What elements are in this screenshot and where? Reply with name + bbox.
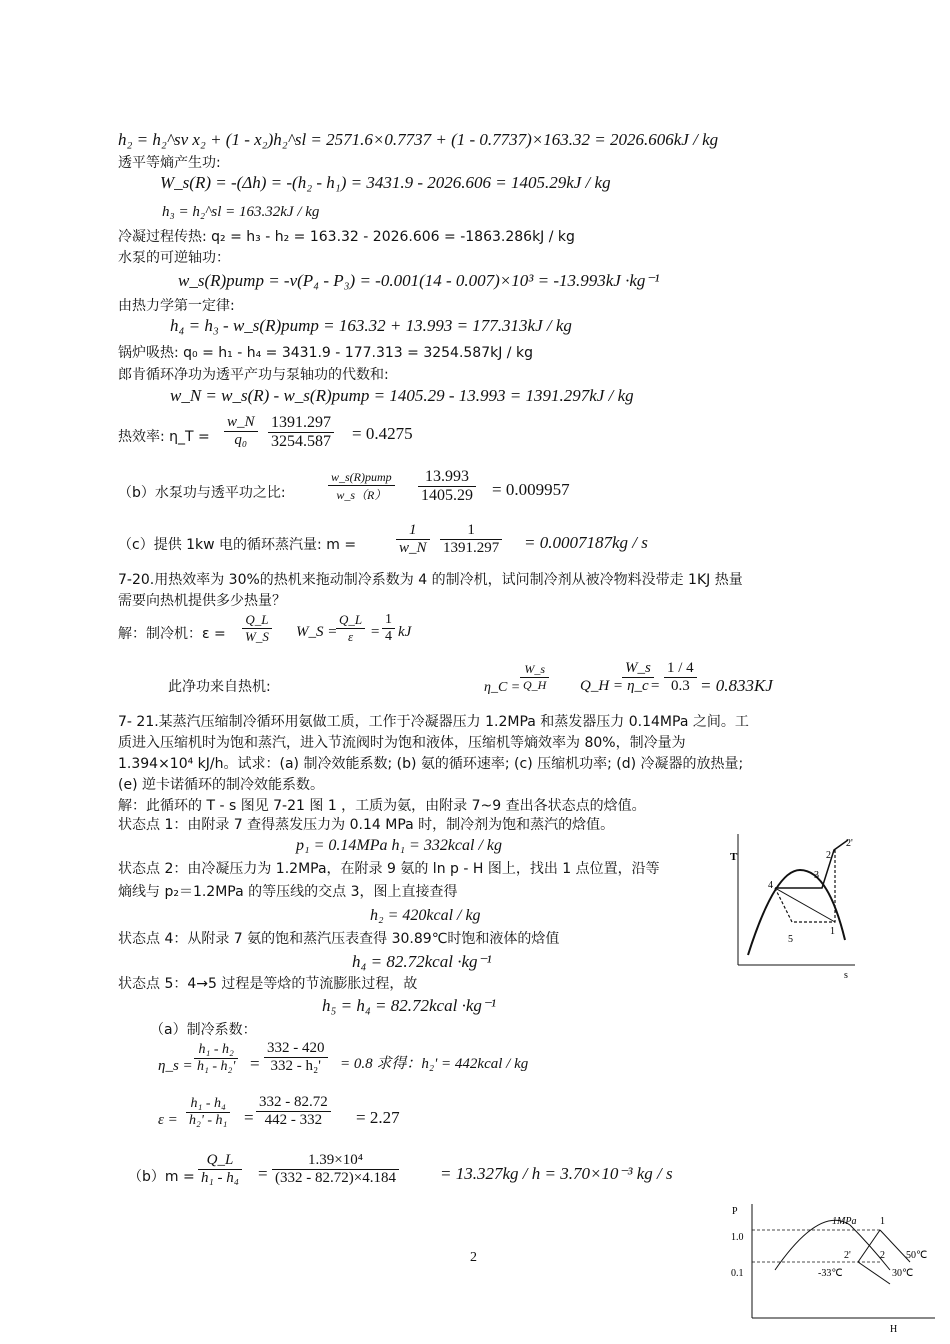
result: = 13.327kg / h = 3.70×10⁻³ kg / s [440,1164,673,1183]
equation-h5: h₅ = h₄ = 82.72kcal ·kg⁻¹ [322,996,496,1015]
equation-h4: h₄ = 82.72kcal ·kg⁻¹ [352,952,492,971]
text-line: 状态点 5：4→5 过程是等焓的节流膨胀过程，故 [118,976,418,992]
fraction: $\frac{1}{1391.297}$ [440,522,502,557]
label: kJ [398,624,412,640]
ts-point-1: 1 [830,926,835,937]
fraction: w_s(R)pump w_s（R） [328,470,395,503]
ph-temp-label: -33℃ [818,1268,843,1279]
fraction: $\frac{332 - 82.72}{442 - 332}$ [256,1094,331,1129]
ph-temp-label: 30℃ [892,1268,914,1279]
label: （b）m = [128,1169,195,1185]
fraction: $\frac{332 - 420}{\text{332 - h₂'}}$ [264,1040,328,1075]
text-line: （b）水泵功与透平功之比: [118,485,286,501]
result: = 2.27 [356,1108,400,1127]
problem-statement: 质进入压缩机时为饱和蒸汽，进入节流阀时为饱和液体，压缩机等熵效率为 80%，制冷量为 [118,735,686,751]
text-line: 透平等熵产生功: [118,155,221,171]
ts-y-label: T [730,851,738,863]
ts-point-5: 5 [788,934,793,945]
fraction: $\frac{Q\_L}{W\_S}$ [242,612,272,645]
ts-point-2: 2 [826,850,831,861]
text-line: 由热力学第一定律: [118,298,235,314]
fraction: $\frac{\text{h₁ - h₂}}{\text{h₁ - h₂'}}$ [194,1042,238,1075]
text-line: 锅炉吸热: q₀ = h₁ - h₄ = 3431.9 - 177.313 = 3254.587kJ / kg [118,345,533,361]
label: W_S = [296,624,338,640]
ts-point-2p: 2' [846,838,853,849]
fraction: $\frac{w\_N}{\text{q₀}}$ [224,414,258,449]
ts-point-3: 3 [814,870,819,881]
text-line: 熵线与 p₂＝1.2MPa 的等压线的交点 3，图上直接查得 [118,884,458,900]
ts-saturation-dome [748,870,845,955]
ph-point-1: 1 [880,1216,885,1227]
fraction: $\frac{1 / 4}{0.3}$ [664,660,697,695]
text-line: （c）提供 1kw 电的循环蒸汽量: m = [118,537,357,553]
result: = 0.8 求得：h₂' = 442kcal / kg [340,1056,529,1072]
equation-wn: w_N = w_s(R) - w_s(R)pump = 1405.29 - 13.993 = 1391.297kJ / kg [170,386,634,405]
ts-point-4: 4 [768,880,773,891]
result: = 0.009957 [492,480,570,499]
ph-y-label: P [732,1206,738,1217]
ph-isotherm [858,1262,890,1284]
text-line: 郎肯循环净功为透平产功与泵轴功的代数和: [118,367,389,383]
text-line: 状态点 2：由冷凝压力为 1.2MPa，在附录 9 氨的 ln p - H 图上，找出 1 点位置，沿等 [118,861,660,877]
text-line: （a）制冷系数： [150,1022,257,1038]
ts-diagram [730,830,860,980]
text-line: 解：制冷机：ε = [118,626,226,642]
label: = [650,678,661,694]
ph-compression-line [858,1230,880,1262]
equation-ws: W_s(R) = -(Δh) = -(h₂ - h₁) = 3431.9 - 2026.606 = 1405.29kJ / kg [160,173,611,192]
fraction: $\frac{W\_s}{Q\_H}$ [520,662,549,693]
label: ε = [158,1112,178,1128]
ph-tick: 0.1 [731,1268,744,1279]
text-line: 此净功来自热机: [168,679,271,695]
equation-p1: p₁ = 0.14MPa h₁ = 332kcal / kg [296,837,503,854]
equation-pump: w_s(R)pump = -v(P₄ - P₃) = -0.001(14 - 0.007)×10³ = -13.993kJ ·kg⁻¹ [178,271,660,290]
fraction: $\frac{1391.297}{3254.587}$ [268,414,334,451]
equation-h4: h₄ = h₃ - w_s(R)pump = 163.32 + 13.993 = 177.313kJ / kg [170,316,572,335]
fraction: $\frac{\text{h₁ - h₄}}{\text{h₂' - h₁}}$ [186,1096,230,1129]
ts-cycle-path [775,840,848,888]
text-line: 解：此循环的 T - s 图见 7-21 图 1 ，工质为氨，由附录 7~9 查出各状态点的焓值。 [118,798,646,814]
ph-x-label: H [890,1324,898,1335]
page-number: 2 [470,1250,477,1265]
text-line: 状态点 1：由附录 7 查得蒸发压力为 0.14 MPa 时，制冷剂为饱和蒸汽的焓值。 [118,817,615,833]
fraction: $\frac{W\_s}{\eta\_c}$ [622,660,654,695]
equation-h2: h₂ = h₂^sv x₂ + (1 - x₂)h₂^sl = 2571.6×0.7737 + (1 - 0.7737)×163.32 = 2026.606kJ / kg [118,130,719,149]
problem-statement: 7- 21.某蒸汽压缩制冷循环用氨做工质，工作于冷凝器压力 1.2MPa 和蒸发器压力 0.14MPa 之间。工 [118,714,749,730]
label: η_C = [484,680,521,695]
label: = [244,1108,254,1127]
equation-h3: h₃ = h₂^sl = 163.32kJ / kg [162,204,320,220]
fraction: $\frac{13.993}{1405.29}$ [418,468,476,505]
result: = 0.833KJ [700,676,773,695]
fraction: $\frac{Q\_L}{\varepsilon}$ [336,612,365,645]
problem-statement: 1.394×10⁴ kJ/h。试求：(a) 制冷效能系数; (b) 氨的循环速率; (c) 压缩机功率; (d) 冷凝器的放热量; [118,756,744,772]
fraction: $\frac{1}{w\_N}$ [396,522,430,557]
fraction: $\frac{\text{1.39×10⁴}}{(332 - 82.72)\times 4.184}$ [272,1152,399,1187]
fraction: $\frac{Q\_L}{\text{h₁ - h₄}}$ [198,1152,242,1187]
label: = [258,1164,268,1183]
text-line: 冷凝过程传热: q₂ = h₃ - h₂ = 163.32 - 2026.606 = -1863.286kJ / kg [118,229,575,245]
ph-saturation-curve [775,1220,890,1270]
text-line: 状态点 4：从附录 7 氨的饱和蒸汽压表查得 30.89℃时饱和液体的焓值 [118,931,560,947]
label: Q_H = [580,678,624,694]
ph-temp-label: 50℃ [906,1250,928,1261]
fraction: $\frac{1}{4}$ [382,612,395,645]
equation-h2: h₂ = 420kcal / kg [370,907,481,924]
ph-diagram [730,1200,940,1335]
label: η_s = [158,1058,193,1074]
ph-point-2p: 2' [844,1250,851,1261]
text-line: 热效率: η_T = [118,429,210,445]
result: = 0.0007187kg / s [524,533,648,552]
label: = [250,1054,260,1073]
ts-x-label: s [844,970,848,980]
ts-line [775,888,835,922]
ph-pressure-label: 1MPa [832,1216,857,1227]
problem-statement: 7-20.用热效率为 30%的热机来拖动制冷系数为 4 的制冷机，试问制冷剂从被冷物料没带走 1KJ 热量 [118,572,743,588]
ph-point-2: 2 [880,1250,885,1261]
problem-statement: (e) 逆卡诺循环的制冷效能系数。 [118,777,324,793]
problem-statement: 需要向热机提供多少热量？ [118,593,286,609]
result: = 0.4275 [352,424,413,443]
text-line: 水泵的可逆轴功： [118,250,230,266]
ph-tick: 1.0 [731,1232,744,1243]
label: = [370,624,381,640]
